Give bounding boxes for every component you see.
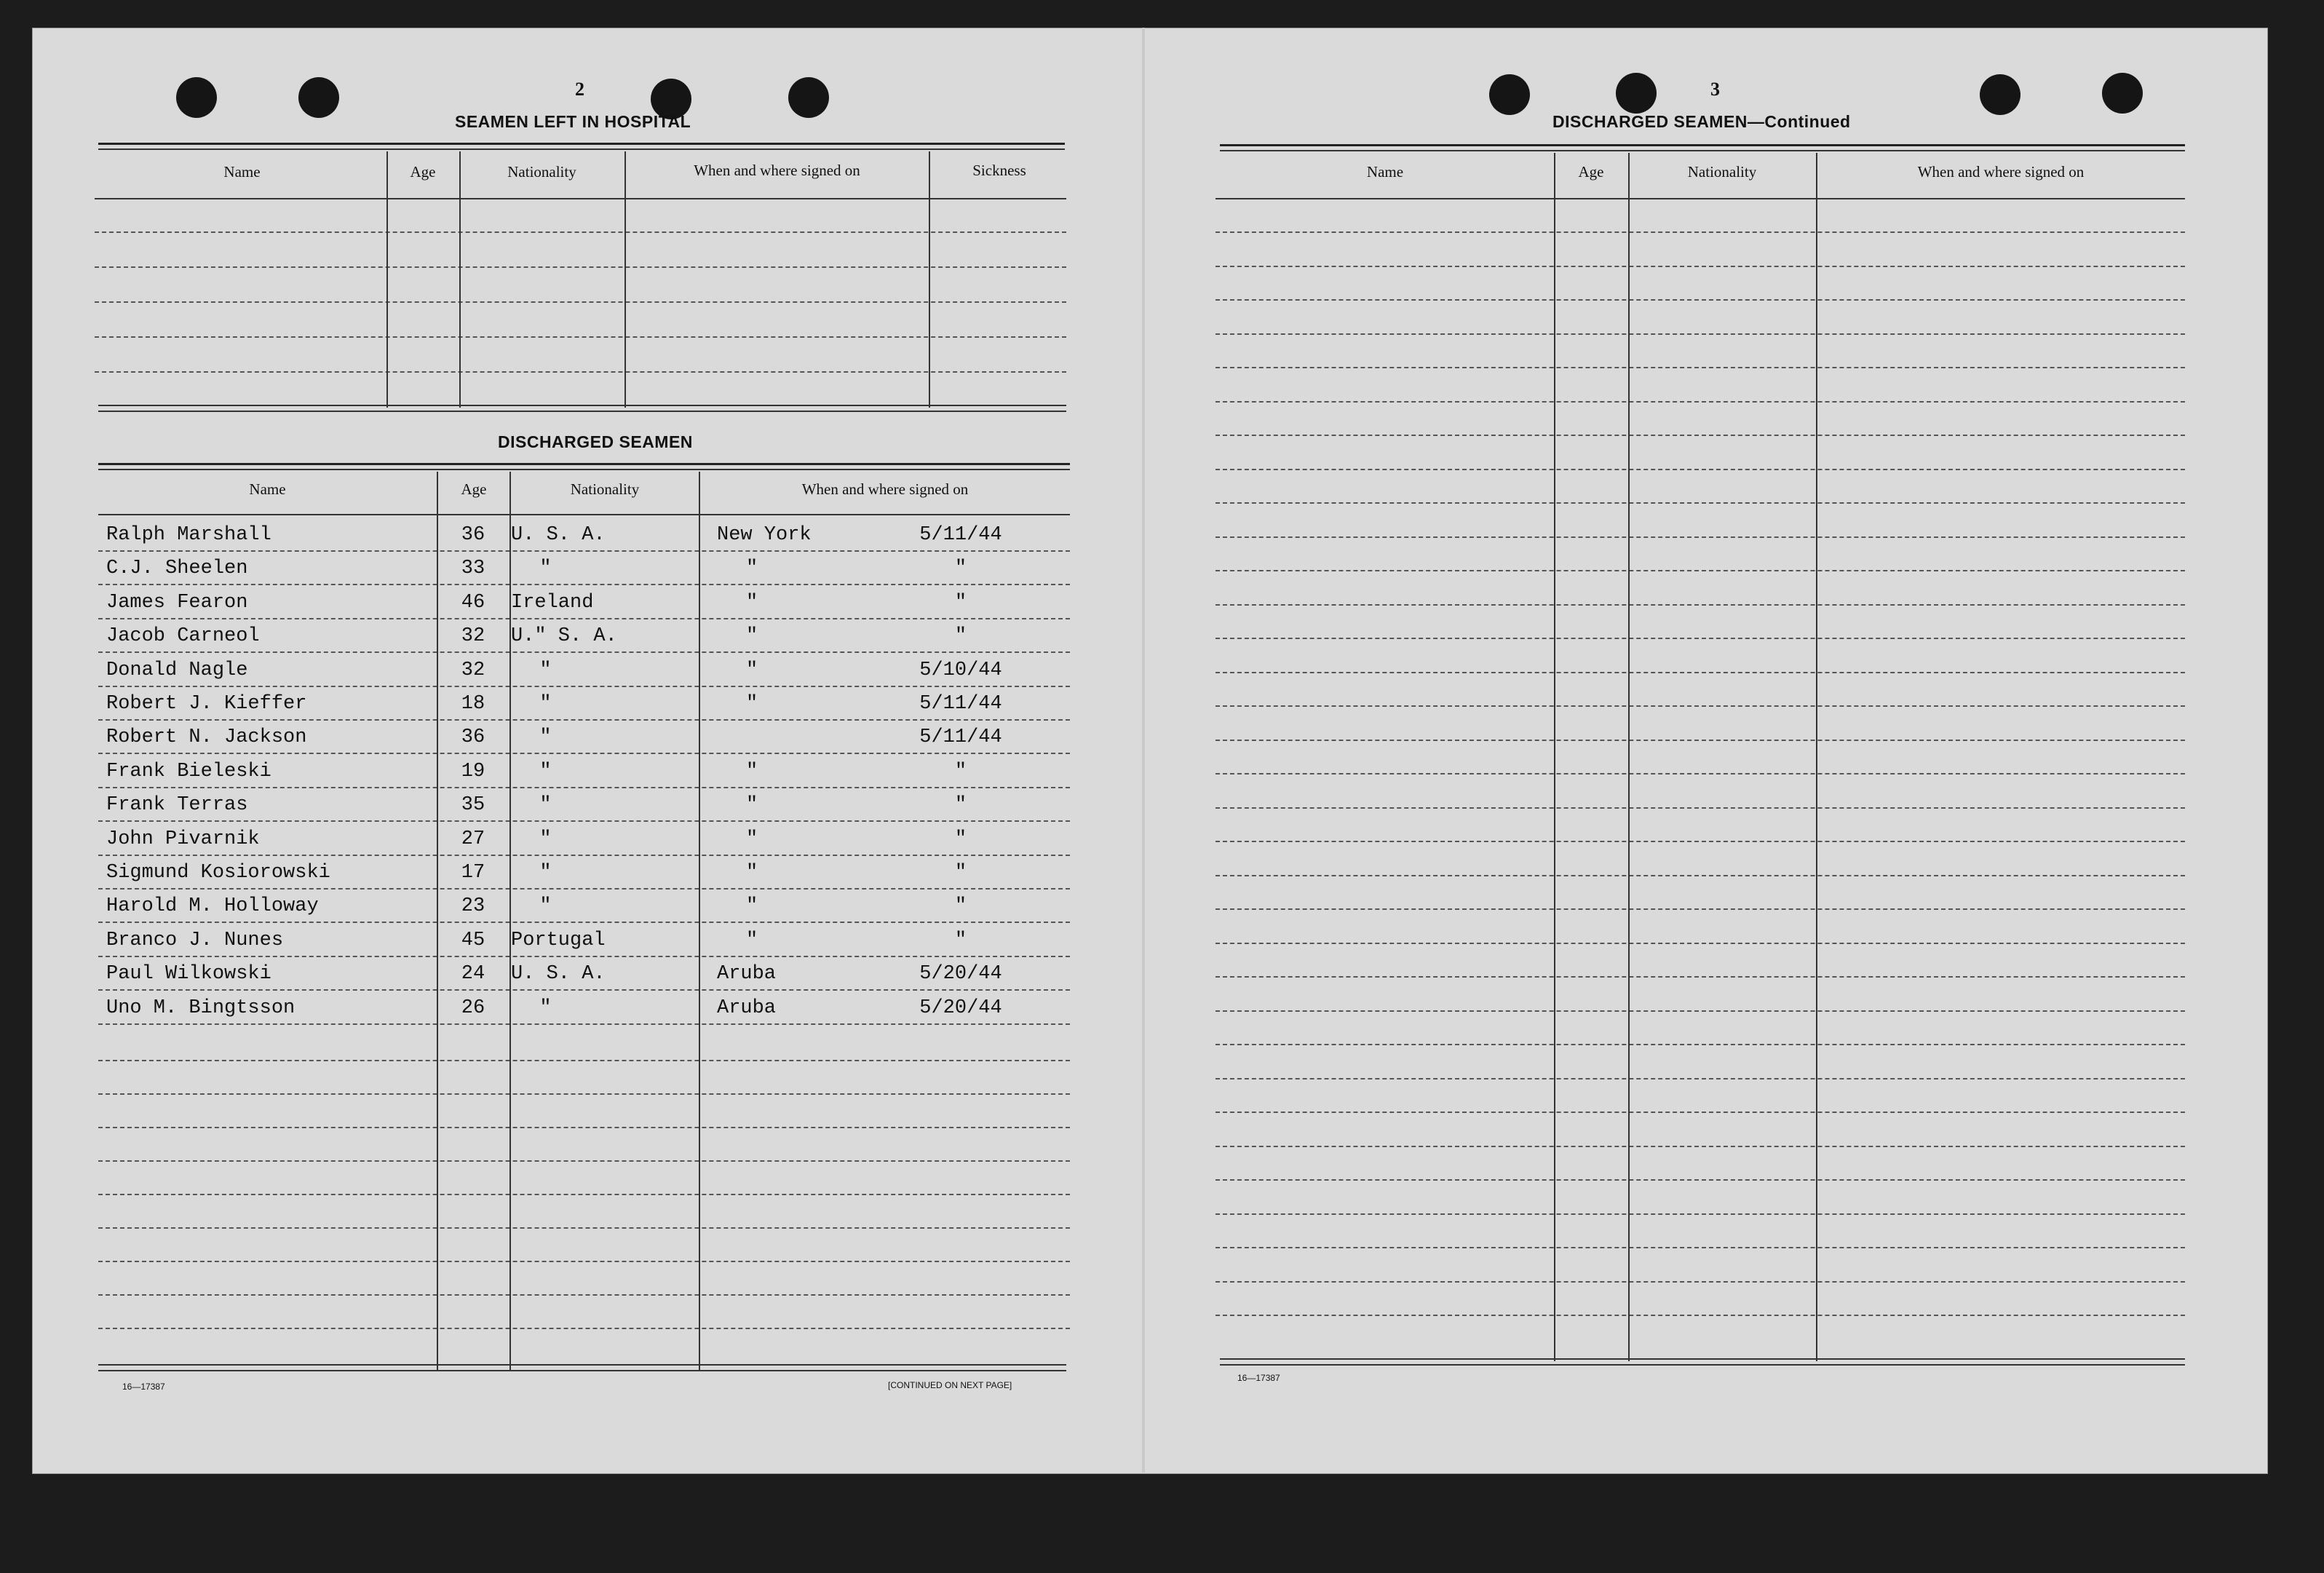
row-date: 5/11/44 xyxy=(919,693,1002,715)
right-row-line xyxy=(1215,976,2185,978)
right-row-line xyxy=(1215,1315,2185,1316)
discharged-row-line xyxy=(98,888,1070,889)
row-name: Sigmund Kosiorowski xyxy=(106,862,330,884)
hospital-row-line xyxy=(95,301,1066,303)
punch-hole xyxy=(176,77,217,118)
row-place: " xyxy=(746,828,758,850)
row-date: " xyxy=(954,862,967,884)
row-date: 5/10/44 xyxy=(919,659,1002,681)
right-header-when-where: When and where signed on xyxy=(1917,163,2085,181)
hospital-top-rule-2 xyxy=(98,148,1065,150)
right-row-line xyxy=(1215,231,2185,233)
right-header-rule xyxy=(1215,198,2185,199)
discharged-header-nationality: Nationality xyxy=(570,480,640,498)
row-age: 23 xyxy=(461,895,485,918)
blank-row-line xyxy=(98,1227,1070,1229)
row-nationality: " xyxy=(539,760,552,782)
row-age: 32 xyxy=(461,625,485,648)
hospital-bottom-rule xyxy=(98,405,1066,406)
row-place: " xyxy=(746,659,758,681)
right-row-line xyxy=(1215,1112,2185,1113)
right-col-divider xyxy=(1554,153,1555,1361)
row-age: 19 xyxy=(461,760,485,782)
right-row-line xyxy=(1215,333,2185,335)
row-date: " xyxy=(954,625,967,648)
right-row-line xyxy=(1215,705,2185,707)
punch-hole xyxy=(1489,74,1530,115)
row-date: " xyxy=(954,929,967,951)
hospital-row-line xyxy=(95,266,1066,268)
right-bottom-rule-2 xyxy=(1220,1364,2185,1366)
right-row-line xyxy=(1215,469,2185,470)
discharged-section-title: DISCHARGED SEAMEN xyxy=(498,432,693,451)
row-name: Robert J. Kieffer xyxy=(106,693,307,715)
row-place: New York xyxy=(717,524,812,546)
punch-hole xyxy=(2102,73,2143,114)
row-date: " xyxy=(954,558,967,580)
right-row-line xyxy=(1215,841,2185,842)
punch-hole xyxy=(788,77,829,118)
row-name: Jacob Carneol xyxy=(106,625,260,648)
row-place: " xyxy=(746,625,758,648)
row-age: 32 xyxy=(461,659,485,681)
row-name: Harold M. Holloway xyxy=(106,895,319,918)
hospital-row-line xyxy=(95,231,1066,233)
right-row-line xyxy=(1215,1044,2185,1045)
right-header-nationality: Nationality xyxy=(1687,163,1757,181)
row-place: " xyxy=(746,760,758,782)
hospital-bottom-rule-2 xyxy=(98,411,1066,412)
right-row-line xyxy=(1215,875,2185,876)
row-date: 5/20/44 xyxy=(919,963,1002,986)
row-place: " xyxy=(746,862,758,884)
right-row-line xyxy=(1215,672,2185,673)
right-row-line xyxy=(1215,1281,2185,1283)
row-nationality: U. S. A. xyxy=(511,963,606,986)
row-name: Frank Bieleski xyxy=(106,760,271,782)
row-date: 5/20/44 xyxy=(919,997,1002,1019)
discharged-header-when-where: When and where signed on xyxy=(801,480,969,498)
right-form-number: 16—17387 xyxy=(1237,1373,1280,1383)
right-row-line xyxy=(1215,1010,2185,1012)
row-nationality: Ireland xyxy=(511,591,594,614)
hospital-row-line xyxy=(95,336,1066,338)
right-row-line xyxy=(1215,367,2185,368)
row-nationality: " xyxy=(539,997,552,1019)
right-row-line xyxy=(1215,401,2185,403)
blank-row-line xyxy=(98,1060,1070,1061)
row-date: " xyxy=(954,760,967,782)
row-age: 17 xyxy=(461,862,485,884)
row-place: " xyxy=(746,558,758,580)
right-col-divider xyxy=(1628,153,1630,1361)
discharged-row-line xyxy=(98,651,1070,653)
row-name: C.J. Sheelen xyxy=(106,558,248,580)
row-nationality: U." S. A. xyxy=(511,625,617,648)
row-name: John Pivarnik xyxy=(106,828,260,850)
row-date: " xyxy=(954,794,967,817)
row-age: 18 xyxy=(461,693,485,715)
row-place: " xyxy=(746,591,758,614)
punch-hole xyxy=(298,77,339,118)
right-row-line xyxy=(1215,435,2185,436)
row-place: Aruba xyxy=(717,997,777,1019)
row-nationality: " xyxy=(539,659,552,681)
right-section-title: DISCHARGED SEAMEN—Continued xyxy=(1552,112,1851,131)
hospital-row-line xyxy=(95,371,1066,373)
row-date: " xyxy=(954,591,967,614)
row-place: " xyxy=(746,794,758,817)
discharged-row-line xyxy=(98,820,1070,822)
discharged-row-line xyxy=(98,686,1070,687)
row-age: 27 xyxy=(461,828,485,850)
right-row-line xyxy=(1215,1078,2185,1079)
right-row-line xyxy=(1215,1146,2185,1147)
row-age: 24 xyxy=(461,963,485,986)
page-fold xyxy=(1142,28,1145,1473)
discharged-row-line xyxy=(98,956,1070,957)
row-nationality: " xyxy=(539,895,552,918)
row-date: 5/11/44 xyxy=(919,524,1002,546)
right-row-line xyxy=(1215,908,2185,910)
row-name: Donald Nagle xyxy=(106,659,248,681)
discharged-bottom-rule-2 xyxy=(98,1370,1066,1371)
hospital-header-name: Name xyxy=(223,163,261,181)
blank-row-line xyxy=(98,1294,1070,1296)
right-bottom-rule xyxy=(1220,1358,2185,1360)
punch-hole xyxy=(1616,73,1657,114)
row-nationality: " xyxy=(539,558,552,580)
right-top-rule xyxy=(1220,144,2185,146)
row-age: 36 xyxy=(461,524,485,546)
row-name: Ralph Marshall xyxy=(106,524,271,546)
hospital-col-divider xyxy=(624,151,626,408)
right-row-line xyxy=(1215,1179,2185,1181)
row-place: " xyxy=(746,895,758,918)
hospital-header-when-where: When and where signed on xyxy=(694,162,860,179)
discharged-col-divider xyxy=(699,472,700,1370)
discharged-row-line xyxy=(98,618,1070,619)
discharged-header-age: Age xyxy=(461,480,487,498)
blank-row-line xyxy=(98,1194,1070,1195)
right-row-line xyxy=(1215,740,2185,741)
discharged-header-name: Name xyxy=(249,480,286,498)
row-age: 45 xyxy=(461,929,485,951)
hospital-header-age: Age xyxy=(410,163,436,181)
hospital-col-divider xyxy=(929,151,930,408)
right-header-name: Name xyxy=(1366,163,1404,181)
row-age: 46 xyxy=(461,591,485,614)
continued-note: [CONTINUED ON NEXT PAGE] xyxy=(888,1380,1012,1390)
row-nationality: " xyxy=(539,693,552,715)
discharged-row-line xyxy=(98,787,1070,788)
right-row-line xyxy=(1215,570,2185,571)
discharged-col-divider xyxy=(437,472,438,1370)
right-row-line xyxy=(1215,807,2185,809)
row-name: Frank Terras xyxy=(106,794,248,817)
row-nationality: U. S. A. xyxy=(511,524,606,546)
right-page-number: 3 xyxy=(1710,79,1720,100)
right-col-divider xyxy=(1816,153,1817,1361)
right-row-line xyxy=(1215,1247,2185,1248)
row-name: Robert N. Jackson xyxy=(106,726,307,749)
row-nationality: " xyxy=(539,794,552,817)
right-row-line xyxy=(1215,638,2185,639)
blank-row-line xyxy=(98,1127,1070,1128)
discharged-row-line xyxy=(98,855,1070,856)
right-row-line xyxy=(1215,536,2185,538)
row-age: 26 xyxy=(461,997,485,1019)
row-date: " xyxy=(954,895,967,918)
hospital-header-rule xyxy=(95,198,1066,199)
right-row-line xyxy=(1215,943,2185,944)
discharged-header-rule xyxy=(98,514,1070,515)
discharged-top-rule xyxy=(98,463,1070,465)
right-row-line xyxy=(1215,1213,2185,1215)
row-date: " xyxy=(954,828,967,850)
right-row-line xyxy=(1215,604,2185,606)
row-nationality: " xyxy=(539,828,552,850)
row-nationality: " xyxy=(539,726,552,749)
left-form-number: 16—17387 xyxy=(122,1382,165,1392)
hospital-section-title: SEAMEN LEFT IN HOSPITAL xyxy=(455,112,691,131)
row-age: 36 xyxy=(461,726,485,749)
blank-row-line xyxy=(98,1328,1070,1329)
row-place: Aruba xyxy=(717,963,777,986)
right-row-line xyxy=(1215,299,2185,301)
discharged-row-line xyxy=(98,753,1070,754)
row-age: 33 xyxy=(461,558,485,580)
row-name: Branco J. Nunes xyxy=(106,929,284,951)
hospital-top-rule xyxy=(98,143,1065,145)
document-paper xyxy=(32,28,2268,1474)
row-name: Uno M. Bingtsson xyxy=(106,997,296,1019)
blank-row-line xyxy=(98,1093,1070,1095)
discharged-row-line xyxy=(98,550,1070,552)
right-row-line xyxy=(1215,266,2185,267)
row-age: 35 xyxy=(461,794,485,817)
blank-row-line xyxy=(98,1160,1070,1162)
right-row-line xyxy=(1215,773,2185,774)
discharged-top-rule-2 xyxy=(98,469,1070,470)
discharged-col-divider xyxy=(509,472,511,1370)
hospital-col-divider xyxy=(386,151,388,408)
row-date: 5/11/44 xyxy=(919,726,1002,749)
right-top-rule-2 xyxy=(1220,150,2185,151)
row-name: James Fearon xyxy=(106,591,248,614)
row-place: " xyxy=(746,693,758,715)
row-nationality: " xyxy=(539,862,552,884)
discharged-row-line xyxy=(98,719,1070,721)
discharged-row-line xyxy=(98,1023,1070,1025)
hospital-header-nationality: Nationality xyxy=(507,163,576,181)
left-page-number: 2 xyxy=(575,79,584,100)
hospital-col-divider xyxy=(459,151,461,408)
discharged-row-line xyxy=(98,922,1070,923)
punch-hole xyxy=(1980,74,2020,115)
right-header-age: Age xyxy=(1578,163,1604,181)
blank-row-line xyxy=(98,1261,1070,1262)
discharged-row-line xyxy=(98,584,1070,585)
discharged-row-line xyxy=(98,989,1070,991)
right-row-line xyxy=(1215,502,2185,504)
row-nationality: Portugal xyxy=(511,929,606,951)
row-place: " xyxy=(746,929,758,951)
discharged-bottom-rule xyxy=(98,1364,1066,1366)
hospital-header-sickness: Sickness xyxy=(972,162,1026,179)
row-name: Paul Wilkowski xyxy=(106,963,271,986)
